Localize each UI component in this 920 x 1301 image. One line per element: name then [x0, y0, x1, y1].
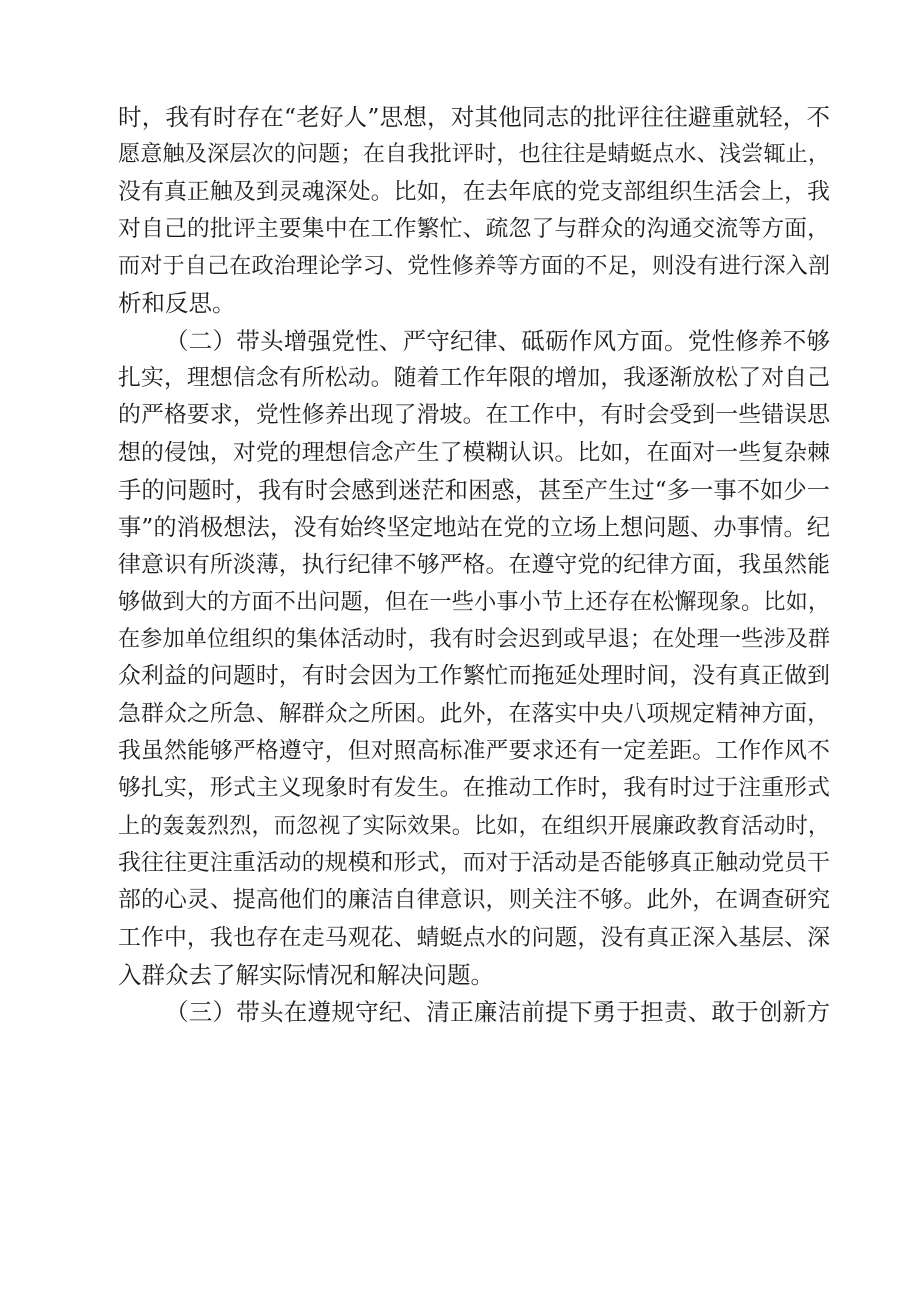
text-line: 部的心灵、提高他们的廉洁自律意识，则关注不够。此外，在调查研究	[118, 887, 830, 914]
text-line: 我往往更注重活动的规模和形式，而对于活动是否能够真正触动党员干	[118, 849, 830, 876]
text-line: 手的问题时，我有时会感到迷茫和困惑，甚至产生过“多一事不如少一	[118, 476, 830, 504]
section-heading-line: （三）带头在遵规守纪、清正廉洁前提下勇于担责、敢于创新方	[165, 998, 830, 1027]
text-line: 在参加单位组织的集体活动时，我有时会迟到或早退；在处理一些涉及群	[118, 626, 830, 653]
text-line: 想的侵蚀，对党的理想信念产生了模糊认识。比如，在面对一些复杂棘	[118, 439, 830, 466]
section-heading-line: （二）带头增强党性、严守纪律、砥砺作风方面。党性修养不够	[165, 326, 830, 355]
text-line: 够做到大的方面不出问题，但在一些小事小节上还存在松懈现象。比如，	[118, 588, 830, 615]
text-line: 的严格要求，党性修养出现了滑坡。在工作中，有时会受到一些错误思	[118, 402, 830, 429]
text-line: 律意识有所淡薄，执行纪律不够严格。在遵守党的纪律方面，我虽然能	[118, 551, 830, 578]
text-line: 对自己的批评主要集中在工作繁忙、疏忽了与群众的沟通交流等方面，	[118, 215, 830, 242]
text-line: 析和反思。	[118, 289, 236, 318]
text-line: 愿意触及深层次的问题；在自我批评时，也往往是蜻蜓点水、浅尝辄止，	[118, 141, 830, 168]
text-line: 事”的消极想法，没有始终坚定地站在党的立场上想问题、办事情。纪	[118, 514, 830, 542]
text-line: 工作中，我也存在走马观花、蜻蜓点水的问题，没有真正深入基层、深	[118, 924, 830, 951]
text-line: 上的轰轰烈烈，而忽视了实际效果。比如，在组织开展廉政教育活动时，	[118, 812, 830, 839]
text-line: 时，我有时存在“老好人”思想，对其他同志的批评往往避重就轻，不	[118, 103, 830, 131]
text-line: 众利益的问题时，有时会因为工作繁忙而拖延处理时间，没有真正做到	[118, 663, 830, 690]
body-text	[118, 99, 830, 1031]
text-line: 够扎实，形式主义现象时有发生。在推动工作时，我有时过于注重形式	[118, 775, 830, 802]
text-line: 没有真正触及到灵魂深处。比如，在去年底的党支部组织生活会上，我	[118, 178, 830, 205]
text-line: 入群众去了解实际情况和解决问题。	[118, 960, 494, 989]
text-line: 我虽然能够严格遵守，但对照高标准严要求还有一定差距。工作作风不	[118, 738, 830, 765]
text-line: 急群众之所急、解群众之所困。此外，在落实中央八项规定精神方面，	[118, 700, 830, 727]
text-line: 扎实，理想信念有所松动。随着工作年限的增加，我逐渐放松了对自己	[118, 365, 830, 392]
text-line: 而对于自己在政治理论学习、党性修养等方面的不足，则没有进行深入剖	[118, 253, 830, 280]
